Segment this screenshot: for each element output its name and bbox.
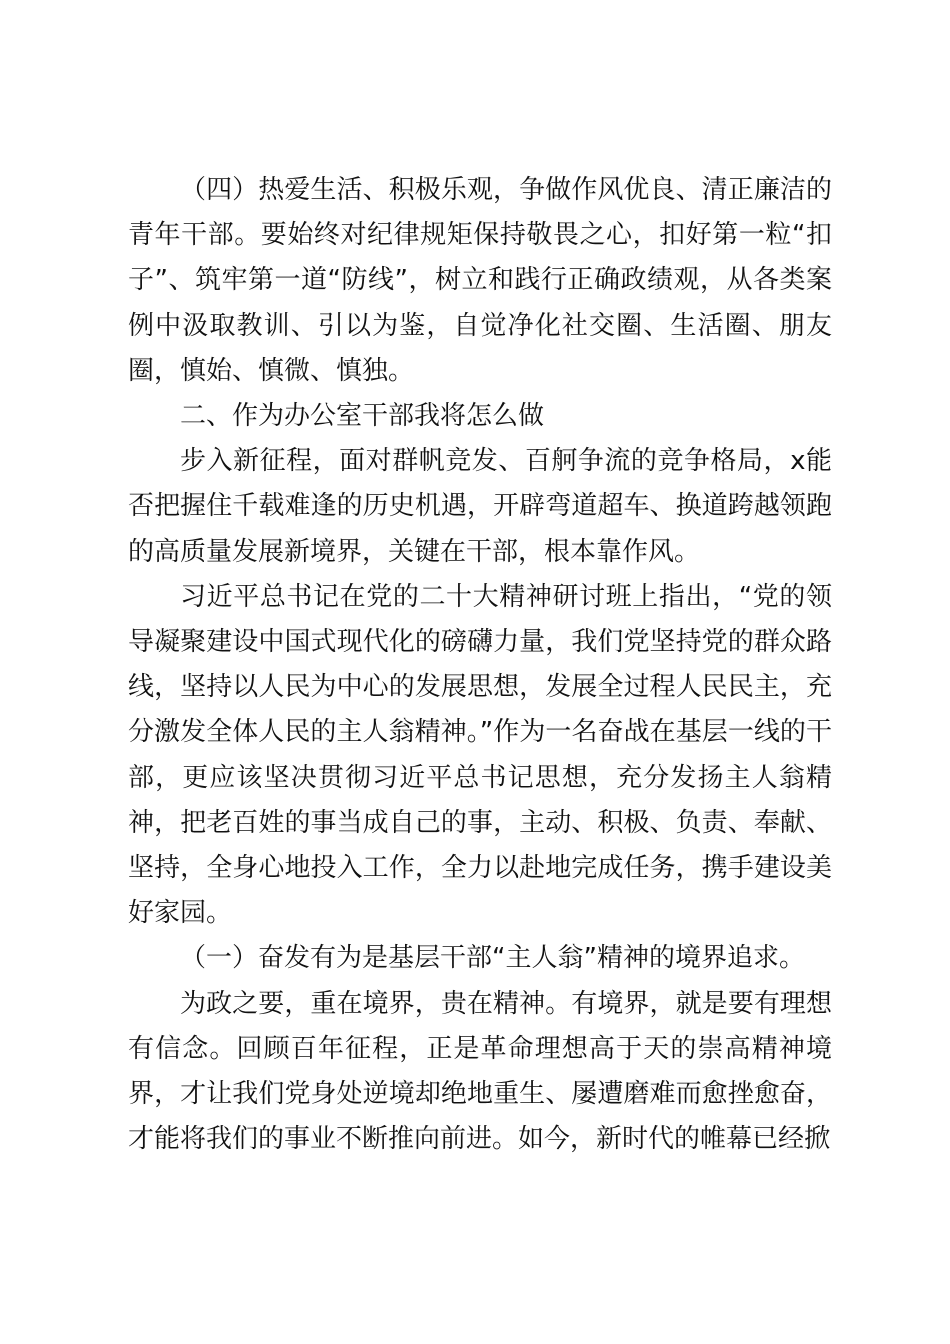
- paragraph-new-journey: 步入新征程，面对群帆竞发、百舸争流的竞争格局，x能否把握住千载难逢的历史机遇，开辟弯道超车、换道跨越领跑的高质量发展新境界，关键在干部，根本靠作风。: [128, 446, 832, 567]
- paragraph-section-4: （四）热爱生活、积极乐观，争做作风优良、清正廉洁的青年干部。要始终对纪律规矩保持敬畏之心，扣好第一粒“扣子”、筑牢第一道“防线”，树立和践行正确政绩观，从各类案例中汲取教训、引以为鉴，自觉净化社交圈、生活圈、朋友圈，慎始、慎微、慎独。: [128, 175, 832, 386]
- document-body: [128, 168, 832, 1162]
- subsection-heading-1: （一）奋发有为是基层干部“主人翁”精神的境界追求。: [180, 943, 805, 974]
- paragraph-xi-quote: 习近平总书记在党的二十大精神研讨班上指出，“党的领导凝聚建设中国式现代化的磅礴力量，我们党坚持党的群众路线，坚持以人民为中心的发展思想，发展全过程人民民主，充分激发全体人民的主人翁精神。”作为一名奋战在基层一线的干部，更应该坚决贯彻习近平总书记思想，充分发扬主人翁精神，把老百姓的事当成自己的事，主动、积极、负责、奉献、坚持，全身心地投入工作，全力以赴地完成任务，携手建设美好家园。: [128, 581, 832, 929]
- section-heading-2: 二、作为办公室干部我将怎么做: [180, 401, 545, 432]
- paragraph-governance: 为政之要，重在境界，贵在精神。有境界，就是要有理想有信念。回顾百年征程，正是革命理想高于天的崇高精神境界，才让我们党身处逆境却绝地重生、屡遭磨难而愈挫愈奋，才能将我们的事业不断推向前进。如今，新时代的帷幕已经掀: [128, 988, 832, 1155]
